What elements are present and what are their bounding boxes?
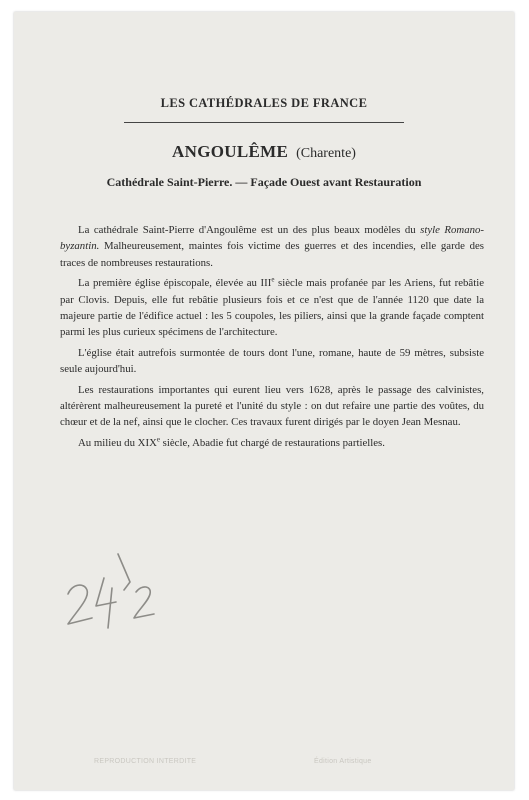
paragraph-4: Les restaurations importantes qui eurent lieu vers 1628, après le passage des calvinistes, altérèrent malheureusement la pureté et l'unité du style : on dut refaire une partie des voûtes, du chœur et de la nef, ainsi que le clocher. Ces travaux furent dirigés par le doyen Jean Mesnau. — [60, 383, 484, 429]
paragraph-1: La cathédrale Saint-Pierre d'Angoulême est un des plus beaux modèles du style Romano-byzantin. Malheureusement, maintes fois victime des guerres et des incendies, elle garde des traces de nombreuses restaurations. — [60, 224, 484, 269]
postcard-back — [14, 12, 514, 790]
paragraph-2: La première église épiscopale, élevée au IIIe siècle mais profanée par les Ariens, fut rebâtie par Clovis. Depuis, elle fut rebâtie plusieurs fois et ce n'est que de l'année 1120 que date la majeure partie de l'édifice actuel : les 5 coupoles, les piliers, ainsi que la grande façade comptent parmi les plus curieux spécimens de l'architecture. — [60, 275, 484, 339]
italic-style: style Romano-byzantin. — [60, 224, 484, 253]
subtitle: Cathédrale Saint-Pierre. — Façade Ouest avant Restauration — [106, 175, 422, 189]
region-name: (Charente) — [296, 146, 356, 161]
paragraph-5: Au milieu du XIXe siècle, Abadie fut chargé de restaurations partielles. — [78, 435, 385, 449]
series-title: LES CATHÉDRALES DE FRANCE — [160, 96, 368, 110]
imprint-left: REPRODUCTION INTERDITE — [94, 758, 197, 765]
description-text — [60, 222, 484, 455]
handwritten-note — [54, 532, 164, 632]
imprint-right: Édition Artistique — [314, 758, 372, 765]
title-divider — [124, 122, 404, 123]
city-heading — [14, 142, 514, 162]
paragraph-3: L'église était autrefois surmontée de tours dont l'une, romane, haute de 59 mètres, subsiste seule aujourd'hui. — [60, 346, 484, 376]
city-name: ANGOULÊME — [172, 142, 289, 161]
